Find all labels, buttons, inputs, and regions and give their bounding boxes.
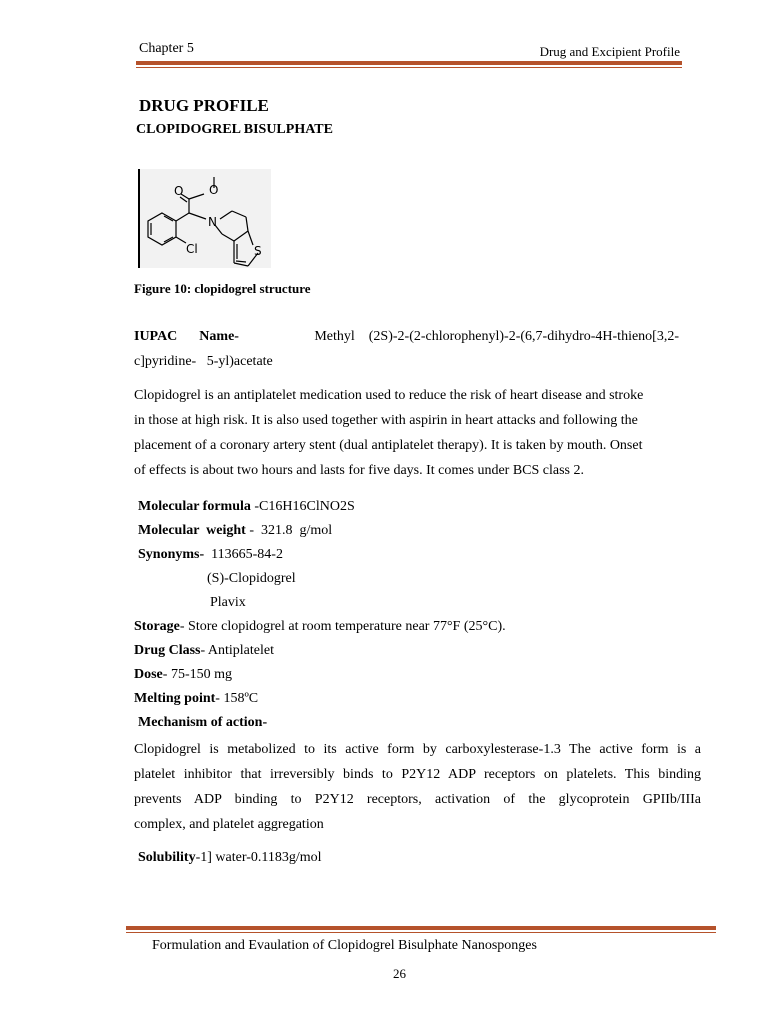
chemical-structure bbox=[138, 169, 271, 268]
atom-label-o-ester: O bbox=[209, 183, 219, 197]
header-rule-thin bbox=[136, 67, 682, 68]
figure-left-border bbox=[138, 169, 140, 268]
molecular-weight bbox=[138, 519, 332, 543]
drug-class bbox=[134, 639, 274, 663]
solubility-label: Solubility bbox=[138, 850, 196, 865]
drug-class-value: - Antiplatelet bbox=[200, 643, 274, 658]
melting-point-value: - 158ºC bbox=[215, 691, 259, 706]
iupac-label: IUPAC bbox=[134, 329, 178, 344]
footer-rule-thin bbox=[126, 932, 716, 933]
footer-title: Formulation and Evaulation of Clopidogrel Bisulphate Nanosponges bbox=[152, 938, 537, 953]
atom-label-s: S bbox=[254, 244, 262, 258]
synonym-item: (S)-Clopidogrel bbox=[207, 571, 296, 586]
synonyms bbox=[138, 543, 283, 567]
molecular-formula-value: -C16H16ClNO2S bbox=[250, 499, 355, 514]
storage-value: - Store clopidogrel at room temperature near 77°F (25°C). bbox=[179, 619, 506, 634]
synonym-item: 113665-84-2 bbox=[211, 547, 283, 562]
iupac-name-label: Name- bbox=[199, 329, 239, 344]
iupac-line-1 bbox=[134, 325, 679, 349]
description-line: placement of a coronary artery stent (dual antiplatelet therapy). It is taken by mouth. Onset bbox=[134, 438, 643, 453]
page-title: DRUG PROFILE bbox=[139, 96, 269, 115]
atom-label-cl: Cl bbox=[186, 242, 198, 256]
mechanism-suffix: - bbox=[262, 715, 268, 730]
molecular-formula bbox=[138, 495, 355, 519]
atom-label-o-carbonyl: O bbox=[174, 184, 184, 198]
mechanism-label: Mechanism of action bbox=[138, 715, 263, 730]
melting-point-label: Melting point bbox=[134, 691, 216, 706]
footer-rule bbox=[126, 926, 716, 930]
melting-point bbox=[134, 687, 258, 711]
description-paragraph bbox=[134, 383, 701, 483]
solubility bbox=[138, 846, 322, 870]
mechanism-line: Clopidogrel is metabolized to its active form by carboxylesterase-1.3 The active form is a bbox=[134, 742, 701, 757]
mechanism-paragraph bbox=[134, 737, 701, 837]
iupac-name-part-1: Methyl (2S)-2-(2-chlorophenyl)-2-(6,7-dihydro-4H-thieno[3,2- bbox=[314, 329, 679, 344]
figure-caption: Figure 10: clopidogrel structure bbox=[134, 281, 311, 296]
solubility-value: -1] water-0.1183g/mol bbox=[195, 850, 322, 865]
atom-label-n: N bbox=[208, 215, 217, 229]
molecular-weight-value: - 321.8 g/mol bbox=[245, 523, 333, 538]
structure-figure bbox=[138, 169, 271, 268]
drug-class-label: Drug Class bbox=[134, 643, 201, 658]
molecular-formula-label: Molecular formula bbox=[138, 499, 251, 514]
dose-label: Dose bbox=[134, 667, 163, 682]
chapter-label: Chapter 5 bbox=[139, 41, 194, 56]
section-label: Drug and Excipient Profile bbox=[539, 44, 680, 59]
description-line: of effects is about two hours and lasts for five days. It comes under BCS class 2. bbox=[134, 463, 584, 478]
mechanism-line: platelet inhibitor that irreversibly binds to P2Y12 ADP receptors on platelets. This binding bbox=[134, 767, 701, 782]
dose bbox=[134, 663, 232, 687]
header-rule bbox=[136, 61, 682, 65]
dose-value: - 75-150 mg bbox=[162, 667, 232, 682]
mechanism-line: prevents ADP binding to P2Y12 receptors, activation of the glycoprotein GPIIb/IIIa bbox=[134, 792, 701, 807]
mechanism-heading bbox=[138, 711, 267, 735]
storage bbox=[134, 615, 506, 639]
description-line: in those at high risk. It is also used together with aspirin in heart attacks and following the bbox=[134, 413, 638, 428]
mechanism-line: complex, and platelet aggregation bbox=[134, 817, 324, 832]
iupac-name-part-2: c]pyridine- 5-yl)acetate bbox=[134, 354, 273, 369]
storage-label: Storage bbox=[134, 619, 180, 634]
description-line: Clopidogrel is an antiplatelet medication used to reduce the risk of heart disease and stroke bbox=[134, 388, 644, 403]
benzene-ring bbox=[148, 213, 176, 245]
drug-name: CLOPIDOGREL BISULPHATE bbox=[136, 122, 333, 137]
synonym-item: Plavix bbox=[210, 595, 246, 610]
page-number: 26 bbox=[393, 966, 406, 981]
synonyms-label: Synonyms- bbox=[138, 547, 205, 562]
molecular-weight-label: Molecular weight bbox=[138, 523, 246, 538]
